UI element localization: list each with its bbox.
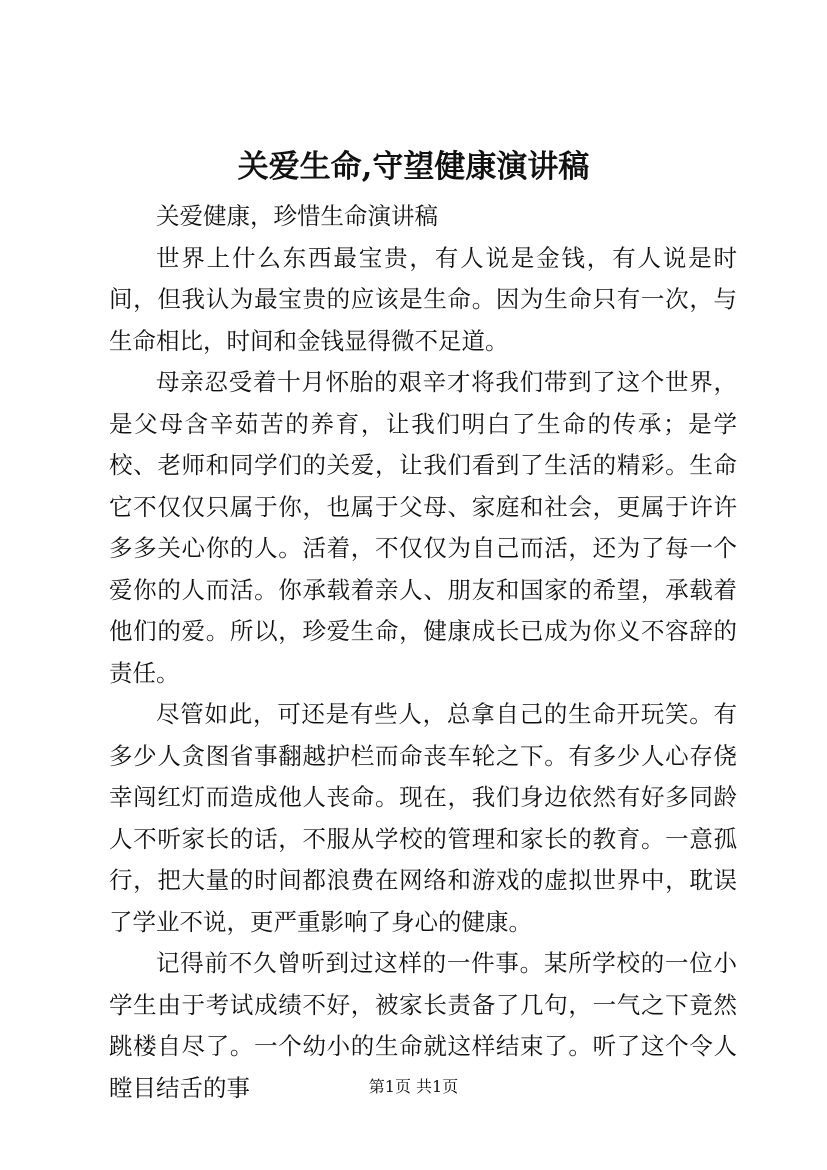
- paragraph: 尽管如此，可还是有些人，总拿自己的生命开玩笑。有多少人贪图省事翻越护栏而命丧车轮之下。有多少人心存侥幸闯红灯而造成他人丧命。现在，我们身边依然有好多同龄人不听家长的话，不服从学校的管理和家长的教育。一意孤行，把大量的时间都浪费在网络和游戏的虚拟世界中，耽误了学业不说，更严重影响了身心的健康。: [109, 700, 737, 936]
- page-number-footer: 第1页 共1页: [368, 1077, 459, 1096]
- paragraph: 母亲忍受着十月怀胎的艰辛才将我们带到了这个世界，是父母含辛茹苦的养育，让我们明白了生命的传承；是学校、老师和同学们的关爱，让我们看到了生活的精彩。生命它不仅仅只属于你，也属于父母、家庭和社会，更属于许许多多关心你的人。活着，不仅仅为自己而活，还为了每一个爱你的人而活。你承载着亲人、朋友和国家的希望，承载着他们的爱。所以，珍爱生命，健康成长已成为你义不容辞的责任。: [109, 368, 737, 687]
- paragraph-subtitle: 关爱健康，珍惜生命演讲稿: [156, 202, 438, 230]
- paragraph: 记得前不久曾听到过这样的一件事。某所学校的一位小学生由于考试成绩不好，被家长责备了几句，一气之下竟然跳楼自尽了。一个幼小的生命就这样结束了。听了这个令人瞠目结舌的事: [109, 949, 737, 1102]
- document-title: 关爱生命,守望健康演讲稿: [237, 149, 590, 185]
- paragraph: 世界上什么东西最宝贵，有人说是金钱，有人说是时间，但我认为最宝贵的应该是生命。因为生命只有一次，与生命相比，时间和金钱显得微不足道。: [109, 243, 737, 355]
- document-body: [109, 196, 737, 1109]
